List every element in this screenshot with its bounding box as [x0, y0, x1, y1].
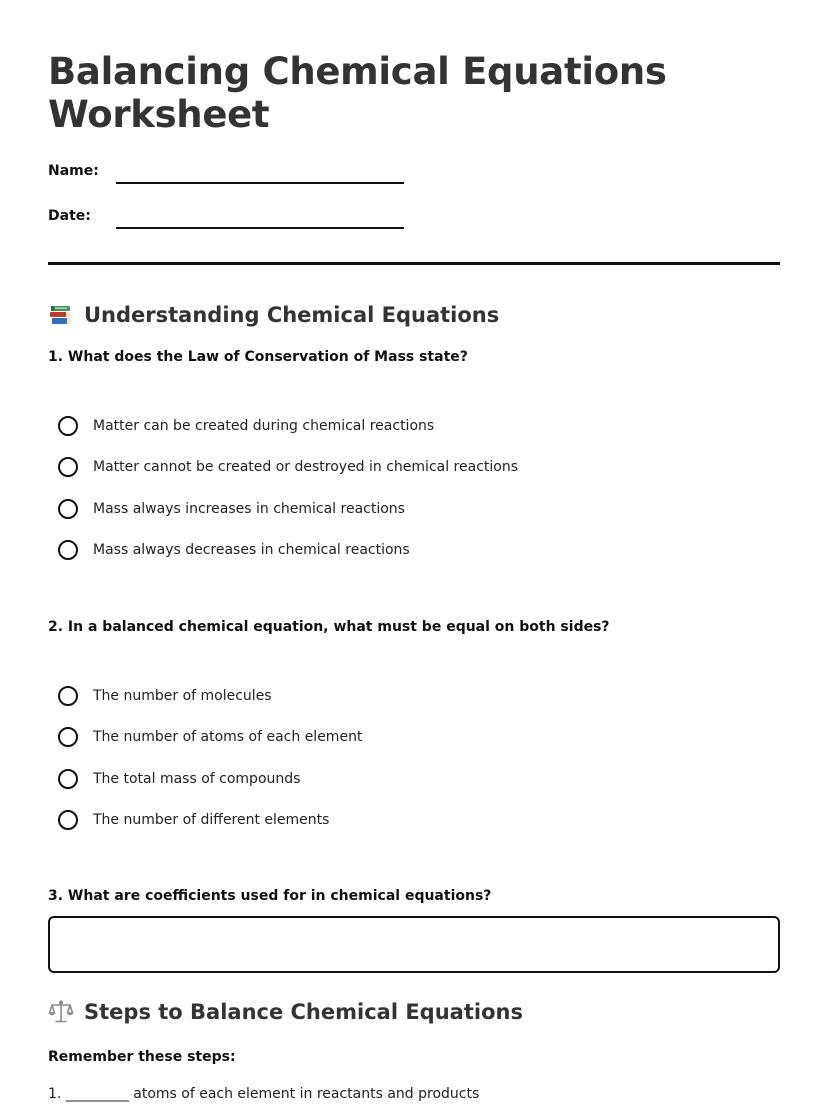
balance-scale-icon	[48, 999, 74, 1025]
radio-button[interactable]	[58, 540, 78, 560]
radio-button[interactable]	[58, 416, 78, 436]
section-heading-text: Understanding Chemical Equations	[84, 303, 500, 327]
option-label: Matter can be created during chemical reactions	[93, 417, 435, 434]
section-steps-heading	[48, 997, 780, 1027]
radio-button[interactable]	[58, 769, 78, 789]
radio-button[interactable]	[58, 810, 78, 830]
question-2: 2. In a balanced chemical equation, what must be equal on both sides?	[48, 619, 610, 635]
option-item[interactable]	[48, 800, 780, 842]
date-input-line[interactable]	[116, 214, 404, 229]
question-3: 3. What are coefficients used for in chemical equations?	[48, 888, 492, 904]
question-1-options	[48, 405, 780, 571]
step-item: 1. _________ atoms of each element in reactants and products	[48, 1086, 480, 1102]
question-2-options	[48, 675, 780, 841]
date-field	[48, 207, 780, 229]
option-item[interactable]	[48, 675, 780, 717]
option-label: The number of molecules	[93, 687, 272, 704]
option-label: The number of atoms of each element	[93, 729, 363, 746]
name-label: Name:	[48, 163, 99, 179]
header-divider	[48, 262, 780, 265]
option-item[interactable]	[48, 447, 780, 489]
radio-button[interactable]	[58, 727, 78, 747]
name-input-line[interactable]	[116, 169, 404, 184]
page-title: Balancing Chemical Equations Worksheet	[48, 50, 667, 136]
radio-button[interactable]	[58, 499, 78, 519]
option-item[interactable]	[48, 488, 780, 530]
steps-intro: Remember these steps:	[48, 1049, 236, 1065]
books-icon	[48, 302, 74, 328]
option-item[interactable]	[48, 758, 780, 800]
date-label: Date:	[48, 208, 91, 224]
option-label: Matter cannot be created or destroyed in chemical reactions	[93, 459, 519, 476]
section-heading-text: Steps to Balance Chemical Equations	[84, 1000, 523, 1024]
radio-button[interactable]	[58, 457, 78, 477]
option-item[interactable]	[48, 405, 780, 447]
option-item[interactable]	[48, 530, 780, 572]
section-understanding-heading	[48, 300, 780, 330]
name-field	[48, 162, 780, 184]
question-3-answer-box[interactable]	[48, 916, 780, 973]
option-label: Mass always increases in chemical reactions	[93, 500, 405, 517]
option-label: The number of different elements	[93, 812, 330, 829]
question-1: 1. What does the Law of Conservation of Mass state?	[48, 349, 468, 365]
option-item[interactable]	[48, 717, 780, 759]
option-label: Mass always decreases in chemical reactions	[93, 542, 410, 559]
radio-button[interactable]	[58, 686, 78, 706]
option-label: The total mass of compounds	[93, 770, 301, 787]
